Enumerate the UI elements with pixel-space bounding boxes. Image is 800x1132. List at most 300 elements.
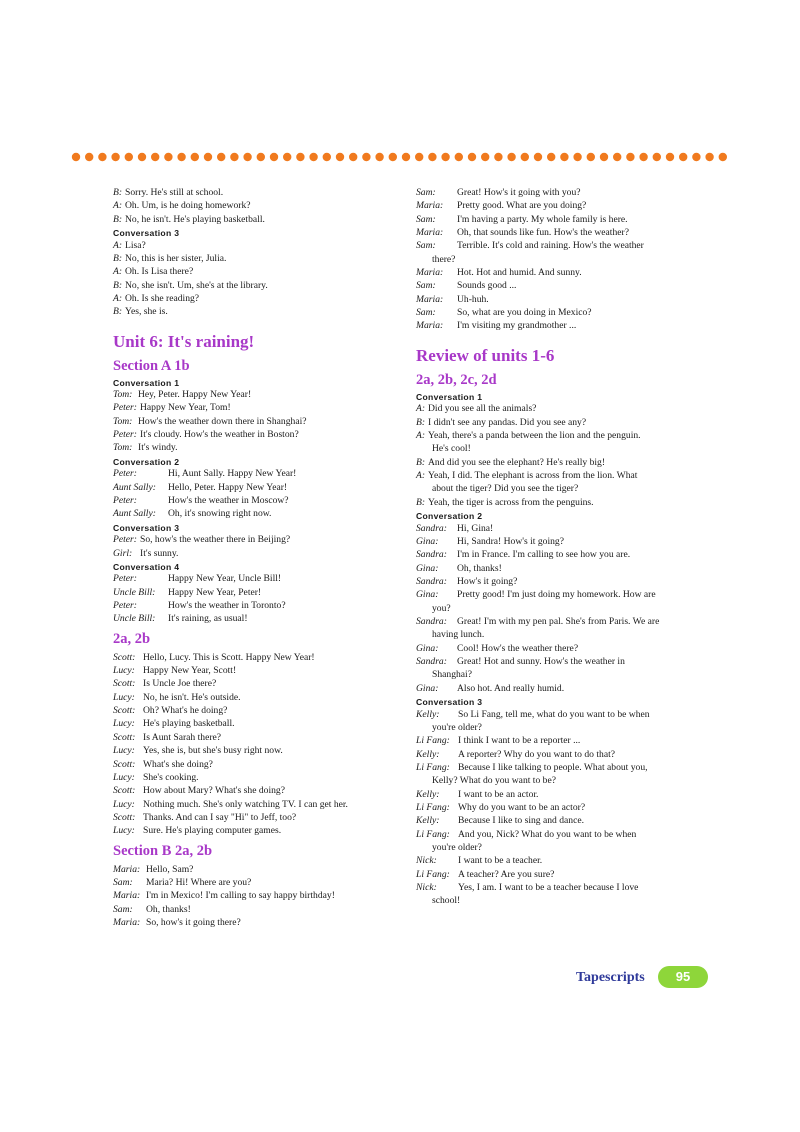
dialogue-text: I want to be an actor.	[458, 788, 539, 800]
speaker-label: Li Fang:	[416, 868, 450, 880]
speaker-label: B:	[113, 306, 123, 318]
speaker-label: Peter:	[113, 429, 137, 441]
dialogue-text: So, how's the weather there in Beijing?	[140, 534, 291, 546]
dialogue-text: Terrible. It's cold and raining. How's the weather	[457, 240, 644, 252]
dialogue-line	[113, 717, 413, 730]
border-dot	[560, 153, 568, 161]
orange-dot-border	[70, 150, 730, 164]
dialogue-line	[416, 496, 716, 509]
conversation-heading: Conversation 3	[416, 697, 483, 707]
dialogue-line	[113, 731, 413, 744]
border-dot	[349, 153, 357, 161]
speaker-label: Sandra:	[416, 615, 447, 627]
dialogue-text: Also hot. And really humid.	[457, 682, 565, 694]
dialogue-line	[416, 562, 716, 575]
border-dot	[204, 153, 212, 161]
dialogue-text: Hello, Lucy. This is Scott. Happy New Year!	[143, 651, 315, 663]
dialogue-text: So Li Fang, tell me, what do you want to be when	[458, 708, 650, 720]
border-dot	[705, 153, 713, 161]
border-dot	[534, 153, 542, 161]
border-dot	[125, 153, 133, 161]
dialogue-line	[113, 824, 413, 837]
dialogue-text: Hi, Gina!	[457, 522, 494, 534]
dialogue-line	[416, 548, 716, 561]
section-heading: Section A 1b	[113, 357, 190, 374]
dialogue-text: Hi, Sandra! How's it going?	[457, 535, 564, 547]
dialogue-line	[416, 615, 716, 628]
dialogue-text: Happy New Year, Uncle Bill!	[168, 573, 282, 585]
dialogue-text: A teacher? Are you sure?	[458, 868, 555, 880]
border-dot	[138, 153, 146, 161]
dialogue-line	[113, 186, 413, 199]
border-dot	[600, 153, 608, 161]
dialogue-text: Oh, thanks!	[146, 903, 191, 915]
conversation-heading: Conversation 2	[416, 511, 483, 522]
speaker-label: A:	[113, 266, 123, 278]
dialogue-text: No, she isn't. Um, she's at the library.	[125, 279, 268, 291]
border-dot	[296, 153, 304, 161]
dialogue-continuation: you're older?	[432, 721, 482, 733]
speaker-label: B:	[416, 416, 426, 428]
speaker-label: Scott:	[113, 651, 136, 663]
dialogue-text: Happy New Year, Peter!	[168, 586, 262, 598]
dialogue-continuation: you?	[432, 602, 451, 614]
dialogue-line	[416, 522, 716, 535]
border-dot	[626, 153, 634, 161]
border-dot	[177, 153, 185, 161]
border-dot	[72, 153, 80, 161]
speaker-label: Lucy:	[113, 745, 135, 757]
speaker-label: Maria:	[416, 320, 444, 332]
dialogue-text: Hello, Peter. Happy New Year!	[168, 481, 288, 493]
dialogue-line	[113, 599, 413, 612]
dialogue-continuation: He's cool!	[432, 443, 471, 455]
dialogue-line	[113, 612, 413, 625]
dialogue-text: Pretty good! I'm just doing my homework. How are	[457, 589, 656, 601]
speaker-label: Tom:	[113, 442, 133, 454]
dialogue-line	[113, 239, 413, 252]
border-dot	[507, 153, 515, 161]
speaker-label: Gina:	[416, 642, 439, 654]
speaker-label: Scott:	[113, 705, 136, 717]
speaker-label: Tom:	[113, 415, 133, 427]
speaker-label: B:	[113, 279, 123, 291]
speaker-label: Nick:	[416, 855, 437, 867]
speaker-label: Maria:	[416, 227, 444, 239]
speaker-label: Scott:	[113, 678, 136, 690]
speaker-label: Sandra:	[416, 575, 447, 587]
dialogue-line	[416, 402, 716, 415]
speaker-label: Sam:	[416, 307, 436, 319]
dialogue-line	[416, 814, 716, 827]
speaker-label: Tom:	[113, 389, 133, 401]
speaker-label: Sandra:	[416, 549, 447, 561]
speaker-label: Lucy:	[113, 771, 135, 783]
speaker-label: A:	[416, 403, 426, 415]
dialogue-line	[113, 704, 413, 717]
dialogue-line	[113, 677, 413, 690]
right-column	[416, 186, 716, 908]
dialogue-text: Oh. Is she reading?	[125, 292, 200, 304]
left-column	[113, 186, 413, 929]
dialogue-text: Oh. Um, is he doing homework?	[125, 200, 251, 212]
border-dot	[692, 153, 700, 161]
speaker-label: Li Fang:	[416, 828, 450, 840]
section-heading: 2a, 2b	[113, 630, 151, 647]
speaker-label: Lucy:	[113, 798, 135, 810]
dialogue-line	[113, 292, 413, 305]
border-dot	[85, 153, 93, 161]
dialogue-line	[113, 811, 413, 824]
border-dot	[547, 153, 555, 161]
dialogue-text: Happy New Year, Scott!	[143, 665, 237, 677]
border-dot	[666, 153, 674, 161]
dialogue-text: Hot. Hot and humid. And sunny.	[457, 267, 582, 279]
dialogue-line	[416, 854, 716, 867]
dialogue-line	[113, 494, 413, 507]
dialogue-text: No, he isn't. He's playing basketball.	[125, 213, 265, 225]
dialogue-text: Oh, thanks!	[457, 562, 502, 574]
dialogue-text: Is Uncle Joe there?	[143, 678, 217, 690]
dialogue-line	[113, 664, 413, 677]
dialogue-text: How about Mary? What's she doing?	[143, 785, 285, 797]
speaker-label: Sam:	[416, 280, 436, 292]
dialogue-line	[416, 279, 716, 292]
dialogue-text: No, this is her sister, Julia.	[125, 252, 227, 264]
border-dot	[468, 153, 476, 161]
dialogue-line	[416, 682, 716, 695]
dialogue-line	[113, 798, 413, 811]
dialogue-text: Maria? Hi! Where are you?	[146, 876, 252, 888]
dialogue-text: And did you see the elephant? He's really big!	[428, 456, 606, 468]
dialogue-text: Hey, Peter. Happy New Year!	[138, 389, 252, 401]
dialogue-line	[416, 319, 716, 332]
dialogue-line	[416, 761, 716, 774]
dialogue-line	[113, 691, 413, 704]
speaker-label: Kelly:	[416, 815, 440, 827]
dialogue-continuation: school!	[432, 895, 461, 907]
dialogue-line	[416, 748, 716, 761]
dialogue-line	[113, 876, 413, 889]
dialogue-text: It's windy.	[138, 442, 178, 454]
dialogue-text: How's the weather in Toronto?	[168, 600, 286, 612]
dialogue-continuation: Kelly? What do you want to be?	[432, 775, 556, 787]
dialogue-continuation: having lunch.	[432, 629, 485, 641]
border-dot	[283, 153, 291, 161]
dialogue-line	[416, 416, 716, 429]
dialogue-text: I'm having a party. My whole family is here.	[457, 213, 628, 225]
dialogue-text: Happy New Year, Tom!	[140, 402, 231, 414]
dialogue-text: Oh, it's snowing right now.	[168, 508, 272, 520]
dialogue-text: Yes, she is, but she's busy right now.	[143, 745, 283, 757]
dialogue-line	[113, 533, 413, 546]
dialogue-text: I want to be a teacher.	[458, 855, 543, 867]
speaker-label: Maria:	[416, 293, 444, 305]
dialogue-line	[113, 507, 413, 520]
dialogue-line	[416, 213, 716, 226]
speaker-label: Scott:	[113, 811, 136, 823]
dialogue-line	[416, 708, 716, 721]
dialogue-line	[113, 305, 413, 318]
speaker-label: Peter:	[113, 495, 137, 506]
border-dot	[230, 153, 238, 161]
conversation-heading: Conversation 2	[113, 456, 180, 467]
speaker-label: Maria:	[113, 863, 141, 875]
border-dot	[639, 153, 647, 161]
speaker-label: Sam:	[113, 876, 133, 888]
speaker-label: Uncle Bill:	[113, 613, 156, 625]
border-dot	[151, 153, 159, 161]
speaker-label: Aunt Sally:	[113, 481, 156, 493]
dialogue-text: Yes, I am. I want to be a teacher because I love	[458, 881, 639, 893]
dialogue-line	[113, 388, 413, 401]
conversation-heading: Conversation 3	[113, 228, 180, 239]
dialogue-text: So, how's it going there?	[146, 916, 241, 928]
speaker-label: Girl:	[113, 547, 133, 559]
dialogue-text: How's the weather down there in Shanghai?	[138, 415, 307, 427]
dialogue-line	[416, 828, 716, 841]
speaker-label: Scott:	[113, 758, 136, 770]
speaker-label: Li Fang:	[416, 735, 450, 747]
speaker-label: Lucy:	[113, 665, 135, 677]
dialogue-text: I'm in Mexico! I'm calling to say happy birthday!	[146, 890, 335, 902]
dialogue-text: How's it going?	[457, 575, 518, 587]
border-dot	[323, 153, 331, 161]
dialogue-line	[113, 481, 413, 494]
dialogue-line	[416, 239, 716, 252]
unit-heading: Review of units 1-6	[416, 345, 555, 365]
speaker-label: Nick:	[416, 881, 437, 893]
speaker-label: Kelly:	[416, 748, 440, 760]
dialogue-text: Because I like talking to people. What about you,	[458, 761, 648, 773]
border-dot	[521, 153, 529, 161]
dialogue-line	[113, 889, 413, 902]
speaker-label: Scott:	[113, 785, 136, 797]
speaker-label: Maria:	[113, 890, 141, 902]
dialogue-line	[416, 226, 716, 239]
speaker-label: Maria:	[416, 267, 444, 279]
speaker-label: B:	[113, 252, 123, 264]
conversation-heading: Conversation 4	[113, 561, 180, 572]
dialogue-line	[113, 744, 413, 757]
dialogue-text: Why do you want to be an actor?	[458, 801, 586, 813]
border-dot	[613, 153, 621, 161]
speaker-label: Kelly:	[416, 788, 440, 800]
speaker-label: Aunt Sally:	[113, 508, 156, 520]
dialogue-text: Did you see all the animals?	[428, 403, 537, 415]
dialogue-line	[113, 863, 413, 876]
border-dot	[402, 153, 410, 161]
dialogue-line	[113, 903, 413, 916]
dialogue-line	[416, 655, 716, 668]
dialogue-line	[113, 415, 413, 428]
dialogue-line	[113, 265, 413, 278]
dialogue-line	[113, 401, 413, 414]
speaker-label: A:	[113, 200, 123, 212]
dialogue-line	[416, 868, 716, 881]
dialogue-continuation: Shanghai?	[432, 669, 472, 681]
dialogue-line	[113, 428, 413, 441]
speaker-label: B:	[416, 496, 426, 508]
border-dot	[336, 153, 344, 161]
border-dot	[573, 153, 581, 161]
border-dot	[481, 153, 489, 161]
dialogue-text: Pretty good. What are you doing?	[457, 200, 587, 212]
speaker-label: B:	[416, 456, 426, 468]
dialogue-text: Oh, that sounds like fun. How's the weather?	[457, 227, 629, 239]
dialogue-line	[113, 784, 413, 797]
dialogue-text: Thanks. And can I say "Hi" to Jeff, too?	[143, 811, 297, 823]
dialogue-line	[113, 252, 413, 265]
speaker-label: Maria:	[416, 200, 444, 212]
border-dot	[270, 153, 278, 161]
dialogue-line	[416, 588, 716, 601]
speaker-label: Uncle Bill:	[113, 586, 156, 598]
speaker-label: Maria:	[113, 916, 141, 928]
border-dot	[679, 153, 687, 161]
speaker-label: Peter:	[113, 468, 137, 480]
dialogue-text: I'm visiting my grandmother ...	[457, 320, 577, 332]
dialogue-text: Oh. Is Lisa there?	[125, 266, 194, 278]
speaker-label: Sam:	[416, 240, 436, 252]
speaker-label: Scott:	[113, 731, 136, 743]
conversation-heading: Conversation 3	[113, 522, 180, 533]
speaker-label: Sam:	[416, 187, 436, 198]
speaker-label: A:	[113, 292, 123, 304]
dialogue-line	[113, 213, 413, 226]
speaker-label: Sandra:	[416, 655, 447, 667]
dialogue-line	[416, 535, 716, 548]
dialogue-text: I didn't see any pandas. Did you see any?	[428, 416, 587, 428]
dialogue-line	[113, 586, 413, 599]
border-dot	[191, 153, 199, 161]
dialogue-line	[113, 771, 413, 784]
border-dot	[375, 153, 383, 161]
section-heading: Section B 2a, 2b	[113, 842, 213, 859]
dialogue-text: A reporter? Why do you want to do that?	[458, 748, 616, 760]
dialogue-line	[416, 199, 716, 212]
dialogue-line	[416, 186, 716, 199]
dialogue-text: Lisa?	[125, 239, 146, 251]
section-heading: 2a, 2b, 2c, 2d	[416, 371, 497, 388]
dialogue-continuation: there?	[432, 253, 456, 265]
dialogue-line	[416, 429, 716, 442]
border-dot	[441, 153, 449, 161]
speaker-label: Sandra:	[416, 522, 447, 534]
dialogue-text: It's cloudy. How's the weather in Boston?	[140, 429, 299, 441]
dialogue-line	[113, 916, 413, 929]
dialogue-text: How's the weather in Moscow?	[168, 495, 289, 506]
dialogue-text: It's sunny.	[140, 547, 179, 559]
dialogue-text: Great! I'm with my pen pal. She's from Paris. We are	[457, 615, 660, 627]
dialogue-line	[113, 467, 413, 480]
border-dot	[653, 153, 661, 161]
dialogue-continuation: about the tiger? Did you see the tiger?	[432, 483, 579, 495]
dialogue-line	[416, 642, 716, 655]
dialogue-text: Hello, Sam?	[146, 863, 194, 875]
border-dot	[428, 153, 436, 161]
dialogue-text: Hi, Aunt Sally. Happy New Year!	[168, 468, 297, 480]
footer-section-label: Tapescripts	[576, 970, 645, 985]
dialogue-line	[113, 199, 413, 212]
dialogue-line	[416, 293, 716, 306]
border-dot	[164, 153, 172, 161]
dialogue-text: Great! How's it going with you?	[457, 187, 581, 198]
dialogue-line	[416, 456, 716, 469]
speaker-label: B:	[113, 213, 123, 225]
border-dot	[415, 153, 423, 161]
dialogue-line	[416, 881, 716, 894]
speaker-label: A:	[113, 239, 123, 251]
dialogue-text: Yeah, I did. The elephant is across from the lion. What	[428, 470, 638, 481]
dialogue-line	[113, 279, 413, 292]
dialogue-text: She's cooking.	[143, 771, 199, 783]
speaker-label: Li Fang:	[416, 801, 450, 813]
speaker-label: Sam:	[113, 903, 133, 915]
dialogue-text: Sorry. He's still at school.	[125, 187, 224, 198]
dialogue-line	[113, 572, 413, 585]
dialogue-line	[113, 651, 413, 664]
speaker-label: Gina:	[416, 589, 439, 601]
dialogue-text: He's playing basketball.	[143, 718, 235, 730]
unit-heading: Unit 6: It's raining!	[113, 331, 255, 351]
dialogue-line	[416, 734, 716, 747]
speaker-label: Lucy:	[113, 718, 135, 730]
dialogue-text: It's raining, as usual!	[168, 613, 248, 625]
dialogue-line	[416, 575, 716, 588]
speaker-label: Gina:	[416, 562, 439, 574]
border-dot	[494, 153, 502, 161]
dialogue-text: Yeah, there's a panda between the lion and the penguin.	[428, 429, 641, 441]
dialogue-text: Nothing much. She's only watching TV. I can get her.	[143, 798, 348, 810]
dialogue-line	[416, 266, 716, 279]
border-dot	[98, 153, 106, 161]
dialogue-text: Yeah, the tiger is across from the penguins.	[428, 496, 594, 508]
dialogue-text: Sounds good ...	[457, 280, 517, 292]
dialogue-line	[113, 547, 413, 560]
speaker-label: A:	[416, 470, 426, 481]
dialogue-text: Because I like to sing and dance.	[458, 815, 585, 827]
dialogue-text: I think I want to be a reporter ...	[458, 735, 581, 747]
speaker-label: Peter:	[113, 534, 137, 546]
conversation-heading: Conversation 1	[416, 391, 483, 402]
dialogue-text: Sure. He's playing computer games.	[143, 825, 282, 837]
dialogue-line	[113, 441, 413, 454]
dialogue-text: What's she doing?	[143, 758, 213, 770]
dialogue-text: Uh-huh.	[457, 293, 489, 305]
dialogue-text: Is Aunt Sarah there?	[143, 731, 222, 743]
border-dot	[243, 153, 251, 161]
speaker-label: Kelly:	[416, 708, 440, 720]
border-dot	[111, 153, 119, 161]
dialogue-text: Oh? What's he doing?	[143, 705, 228, 717]
speaker-label: A:	[416, 429, 426, 441]
speaker-label: Lucy:	[113, 691, 135, 703]
dialogue-line	[416, 788, 716, 801]
dialogue-text: Great! Hot and sunny. How's the weather in	[457, 655, 625, 667]
speaker-label: B:	[113, 187, 123, 198]
dialogue-line	[416, 801, 716, 814]
border-dot	[455, 153, 463, 161]
dialogue-line	[416, 469, 716, 482]
dialogue-text: And you, Nick? What do you want to be when	[458, 828, 637, 840]
dialogue-text: So, what are you doing in Mexico?	[457, 307, 592, 319]
conversation-heading: Conversation 1	[113, 377, 180, 388]
border-dot	[719, 153, 727, 161]
dialogue-text: Cool! How's the weather there?	[457, 642, 579, 654]
border-dot	[309, 153, 317, 161]
speaker-label: Peter:	[113, 402, 137, 414]
